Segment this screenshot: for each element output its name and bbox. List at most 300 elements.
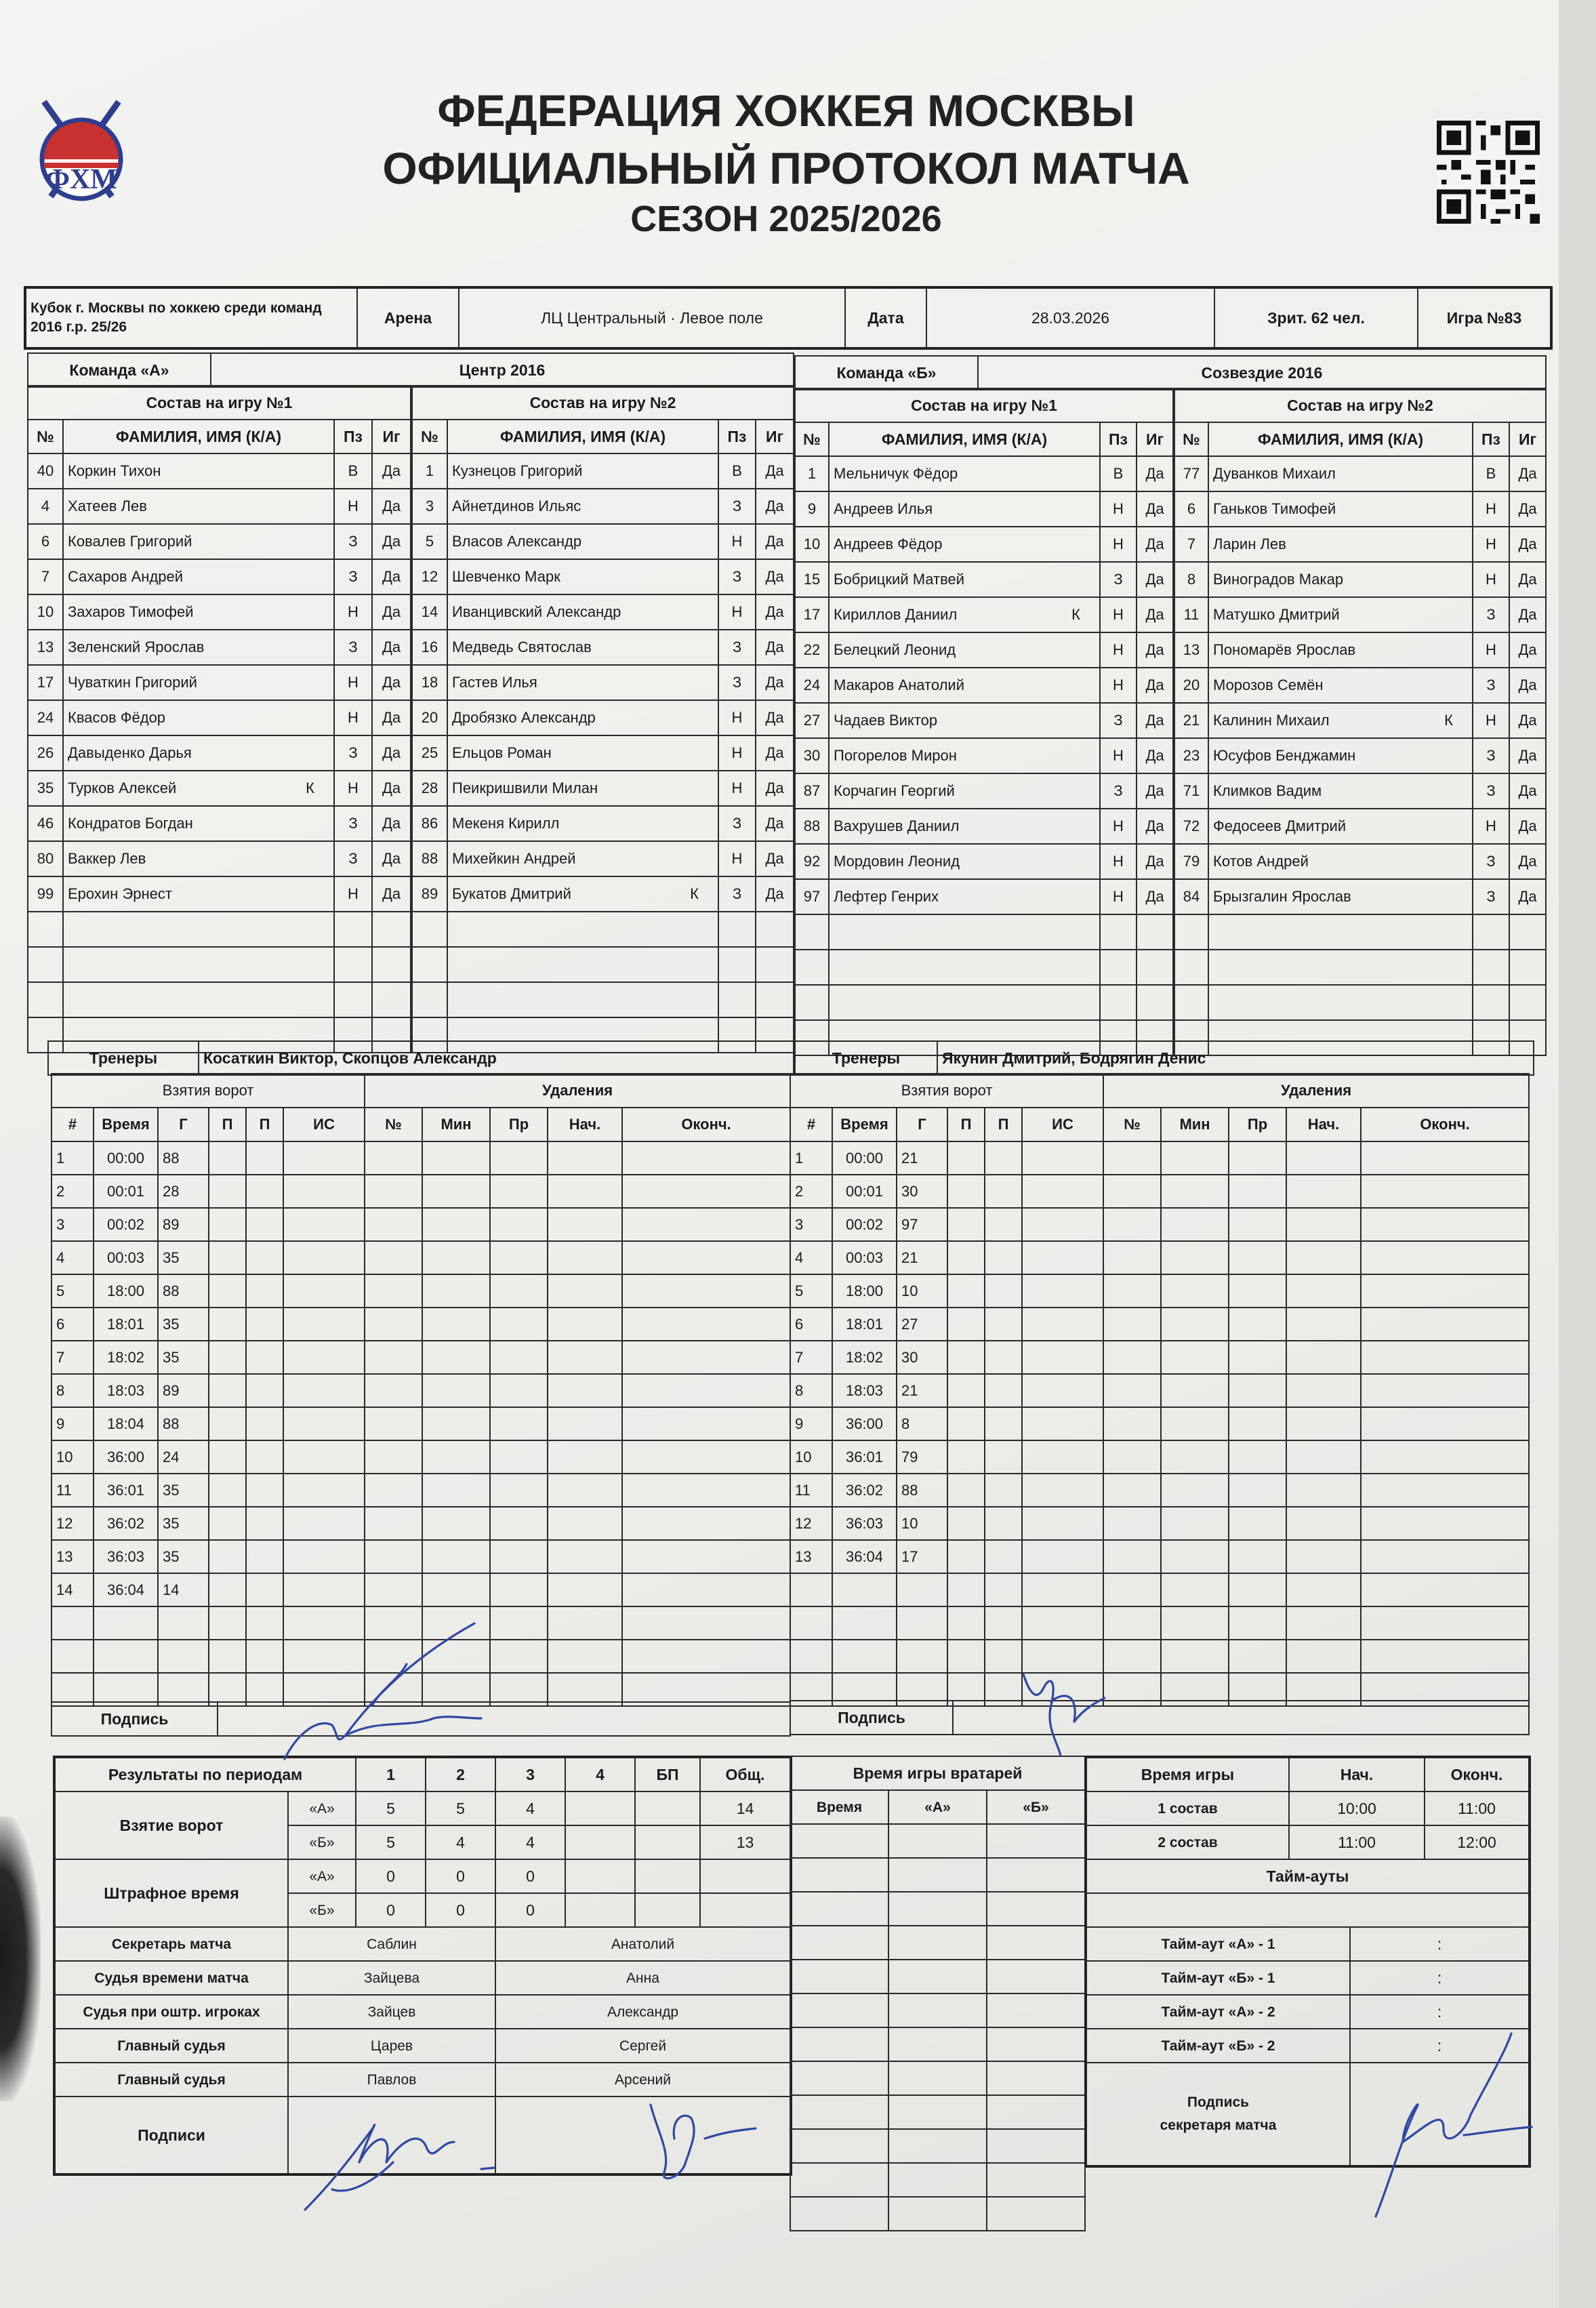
goal-scorer: 97	[897, 1208, 947, 1241]
empty-cell	[372, 912, 411, 947]
captain-mark: К	[306, 780, 314, 796]
fhm-logo	[30, 95, 132, 210]
empty-cell	[790, 2129, 888, 2163]
player-row	[1174, 597, 1546, 632]
player-number: 10	[28, 594, 63, 630]
player-name-text: Захаров Тимофей	[68, 603, 194, 620]
empty-cell	[1174, 950, 1208, 985]
empty-cell	[1103, 1241, 1161, 1274]
timeout-label: Тайм-аут «Б» - 1	[1086, 1961, 1350, 1995]
goalie-row	[790, 1960, 1085, 1993]
goal-scorer: 89	[158, 1208, 209, 1241]
player-name	[829, 597, 1100, 632]
player-row	[412, 735, 794, 771]
team-b-name: Созвездие 2016	[978, 356, 1546, 390]
goal-time: 36:00	[94, 1440, 158, 1474]
empty-cell	[985, 1374, 1022, 1407]
number-header: №	[1174, 422, 1208, 456]
empty-cell	[490, 1474, 548, 1507]
goal-index: 6	[790, 1308, 832, 1341]
empty-cell	[1161, 1606, 1229, 1640]
player-name	[63, 630, 334, 665]
player-played: Да	[756, 559, 794, 594]
timeout-label: Тайм-аут «Б» - 2	[1086, 2029, 1350, 2063]
player-played: Да	[756, 524, 794, 559]
empty-cell	[1229, 1440, 1286, 1474]
player-name	[63, 524, 334, 559]
timeout-value: :	[1350, 2029, 1530, 2063]
player-name-text: Матушко Дмитрий	[1213, 606, 1340, 623]
player-position: З	[1100, 562, 1137, 597]
goalie-row	[790, 1993, 1085, 2027]
player-row	[28, 524, 411, 559]
empty-cell	[490, 1573, 548, 1606]
empty-cell	[490, 1175, 548, 1208]
team-b-lineup-2	[1174, 388, 1547, 1056]
player-name-text: Пономарёв Ярослав	[1213, 641, 1356, 658]
empty-cell	[829, 914, 1100, 950]
official-last-name: Зайцев	[288, 1995, 495, 2029]
player-played: Да	[1509, 491, 1546, 527]
player-row	[795, 950, 1173, 985]
player-name	[63, 841, 334, 876]
player-name-text: Иванцивский Александр	[452, 603, 621, 620]
player-name	[447, 559, 718, 594]
table-corner-shadow	[0, 1817, 41, 2101]
empty-cell	[548, 1474, 622, 1507]
empty-cell	[365, 1540, 422, 1573]
empty-cell	[28, 947, 63, 982]
player-played: Да	[756, 771, 794, 806]
player-name-text: Зеленский Ярослав	[68, 639, 205, 655]
empty-cell	[1286, 1606, 1361, 1640]
period-value	[565, 1825, 635, 1859]
team-a-label: Команда «А»	[28, 353, 211, 387]
empty-cell	[1161, 1640, 1229, 1673]
empty-cell	[548, 1274, 622, 1308]
goalie-row	[790, 1858, 1085, 1892]
empty-cell	[795, 985, 829, 1020]
game-situation-header: ИС	[1022, 1108, 1103, 1141]
goal-time: 00:02	[94, 1208, 158, 1241]
empty-cell	[548, 1407, 622, 1440]
empty-cell	[888, 1960, 987, 1993]
empty-cell	[372, 947, 411, 982]
player-name-text: Погорелов Мирон	[834, 747, 957, 764]
player-row	[1174, 950, 1546, 985]
empty-cell	[490, 1540, 548, 1573]
empty-cell	[1229, 1274, 1286, 1308]
empty-cell	[1103, 1573, 1161, 1606]
goal-index: 1	[52, 1141, 94, 1175]
goal-scorer: 35	[158, 1308, 209, 1341]
game-number: Игра №83	[1418, 287, 1551, 348]
player-name	[829, 527, 1100, 562]
goalie-row	[790, 2129, 1085, 2163]
goal-scorer: 24	[158, 1440, 209, 1474]
empty-cell	[888, 2197, 987, 2231]
empty-cell	[1086, 1893, 1530, 1927]
goal-row	[790, 1407, 1529, 1440]
empty-cell	[1361, 1440, 1529, 1474]
empty-cell	[365, 1573, 422, 1606]
empty-cell	[1161, 1274, 1229, 1308]
empty-cell	[1161, 1573, 1229, 1606]
player-name-text: Морозов Семён	[1213, 676, 1324, 693]
empty-cell	[1100, 985, 1137, 1020]
player-played: Да	[756, 876, 794, 912]
period-value: 5	[356, 1825, 426, 1859]
empty-cell	[829, 950, 1100, 985]
player-position: З	[334, 806, 372, 841]
goal-index: 11	[52, 1474, 94, 1507]
goal-scorer: 17	[897, 1540, 947, 1573]
period-value: 0	[495, 1893, 565, 1927]
empty-cell	[209, 1374, 246, 1407]
goalie-time	[790, 1756, 1086, 2231]
player-row	[412, 771, 794, 806]
empty-cell	[1229, 1241, 1286, 1274]
empty-cell	[985, 1407, 1022, 1440]
empty-cell	[412, 982, 447, 1017]
period-value	[635, 1859, 700, 1893]
lineup-title: Состав на игру №1	[28, 386, 411, 420]
player-played: Да	[372, 771, 411, 806]
team-b-goals-penalties	[790, 1073, 1530, 1707]
empty-cell	[1161, 1440, 1229, 1474]
results-title: Результаты по периодам	[54, 1757, 356, 1791]
player-position: В	[1100, 456, 1137, 491]
signature-label: Подпись	[790, 1701, 953, 1735]
empty-cell	[1174, 914, 1208, 950]
empty-cell	[1103, 1440, 1161, 1474]
start-time: 11:00	[1289, 1825, 1425, 1859]
empty-cell	[372, 982, 411, 1017]
player-name-text: Кириллов Даниил	[834, 606, 958, 623]
team-b-lineup-1	[794, 388, 1174, 1056]
player-name	[447, 594, 718, 630]
empty-cell	[622, 1141, 790, 1175]
goal-index: 8	[52, 1374, 94, 1407]
empty-cell	[209, 1341, 246, 1374]
timeout-label: Тайм-аут «А» - 1	[1086, 1927, 1350, 1961]
player-position: З	[1473, 844, 1509, 879]
period-value	[635, 1825, 700, 1859]
goal-time: 36:02	[832, 1474, 897, 1507]
player-played: Да	[372, 806, 411, 841]
player-position: З	[334, 735, 372, 771]
name-header: ФАМИЛИЯ, ИМЯ (К/А)	[447, 420, 718, 453]
player-position: З	[1473, 879, 1509, 914]
empty-cell	[490, 1440, 548, 1474]
period-value	[700, 1893, 791, 1927]
empty-cell	[422, 1440, 490, 1474]
empty-cell	[365, 1507, 422, 1540]
player-played: Да	[1137, 703, 1173, 738]
player-name	[829, 562, 1100, 597]
player-position: В	[334, 453, 372, 489]
captain-mark: К	[690, 885, 699, 902]
empty-cell	[447, 982, 718, 1017]
goal-scorer: 21	[897, 1141, 947, 1175]
player-played: Да	[1509, 738, 1546, 773]
team-tag: «Б»	[288, 1893, 356, 1927]
arena-value: ЛЦ Центральный · Левое поле	[459, 287, 845, 348]
empty-cell	[790, 1892, 888, 1926]
player-name-text: Квасов Фёдор	[68, 709, 166, 726]
empty-cell	[246, 1308, 283, 1341]
date-label: Дата	[845, 287, 926, 348]
empty-cell	[1161, 1474, 1229, 1507]
empty-cell	[622, 1241, 790, 1274]
start-time: 10:00	[1289, 1791, 1425, 1825]
player-row	[412, 630, 794, 665]
player-row	[1174, 491, 1546, 527]
empty-cell	[985, 1141, 1022, 1175]
goalie-row	[790, 1926, 1085, 1960]
arena-label: Арена	[357, 287, 459, 348]
empty-cell	[365, 1474, 422, 1507]
empty-cell	[283, 1474, 365, 1507]
goal-index: 14	[52, 1573, 94, 1606]
player-row	[28, 559, 411, 594]
player-name	[1208, 879, 1473, 914]
federation-title: ФЕДЕРАЦИЯ ХОККЕЯ МОСКВЫ	[437, 85, 1135, 136]
player-row	[28, 947, 411, 982]
team-b-coaches	[794, 1040, 1534, 1076]
player-name-text: Андреев Илья	[834, 500, 933, 517]
player-number: 7	[28, 559, 63, 594]
official-row	[54, 1927, 791, 1961]
player-name	[829, 809, 1100, 844]
empty-cell	[1361, 1175, 1529, 1208]
player-row	[412, 524, 794, 559]
empty-cell	[422, 1474, 490, 1507]
player-number: 9	[795, 491, 829, 527]
player-row	[795, 668, 1173, 703]
period-value	[635, 1791, 700, 1825]
empty-cell	[1208, 985, 1473, 1020]
empty-cell	[622, 1540, 790, 1573]
penalty-end-header: Оконч.	[622, 1108, 790, 1141]
goals-row-a	[54, 1791, 791, 1825]
player-played: Да	[372, 453, 411, 489]
player-played: Да	[372, 559, 411, 594]
empty-cell	[1286, 1507, 1361, 1540]
empty-cell	[283, 1341, 365, 1374]
empty-cell	[888, 1926, 987, 1960]
empty-cell	[1361, 1274, 1529, 1308]
player-row	[795, 809, 1173, 844]
player-number: 92	[795, 844, 829, 879]
player-row	[28, 912, 411, 947]
player-played: Да	[1509, 668, 1546, 703]
goal-index: 9	[52, 1407, 94, 1440]
goal-row	[52, 1573, 790, 1606]
player-played: Да	[1137, 597, 1173, 632]
player-row	[1174, 879, 1546, 914]
goal-row	[790, 1606, 1529, 1640]
empty-cell	[888, 2163, 987, 2197]
empty-cell	[1103, 1374, 1161, 1407]
player-name	[447, 524, 718, 559]
player-name-text: Мельничук Фёдор	[834, 465, 958, 482]
goal-time-header: Время	[94, 1108, 158, 1141]
empty-cell	[987, 1926, 1085, 1960]
player-row	[795, 844, 1173, 879]
period-value	[565, 1859, 635, 1893]
goal-row	[52, 1308, 790, 1341]
official-role: Судья времени матча	[54, 1961, 288, 1995]
empty-cell	[888, 1824, 987, 1858]
player-position: Н	[334, 876, 372, 912]
officials-signatures-label: Подписи	[54, 2097, 288, 2174]
player-name	[63, 735, 334, 771]
period-value: 0	[356, 1859, 426, 1893]
empty-cell	[365, 1208, 422, 1241]
empty-cell	[490, 1241, 548, 1274]
player-number: 86	[412, 806, 447, 841]
player-row	[1174, 527, 1546, 562]
goal-time: 18:02	[94, 1341, 158, 1374]
empty-cell	[422, 1341, 490, 1374]
player-name	[1208, 456, 1473, 491]
period-value: 0	[356, 1893, 426, 1927]
goal-time: 36:04	[94, 1573, 158, 1606]
empty-cell	[94, 1606, 158, 1640]
empty-cell	[1103, 1540, 1161, 1573]
empty-cell	[987, 2129, 1085, 2163]
empty-cell	[1361, 1141, 1529, 1175]
end-time: 12:00	[1425, 1825, 1530, 1859]
goal-scorer: 88	[897, 1474, 947, 1507]
player-number: 25	[412, 735, 447, 771]
player-played: Да	[372, 489, 411, 524]
empty-cell	[1361, 1573, 1529, 1606]
match-info	[24, 286, 1553, 350]
empty-cell	[1361, 1407, 1529, 1440]
goal-time: 00:03	[94, 1241, 158, 1274]
team-a-header	[27, 352, 794, 388]
empty-cell	[795, 950, 829, 985]
empty-cell	[947, 1440, 985, 1474]
player-row	[28, 630, 411, 665]
official-row	[54, 2029, 791, 2063]
empty-cell	[283, 1573, 365, 1606]
timeout-row	[1086, 1995, 1530, 2029]
player-name-text: Коркин Тихон	[68, 462, 161, 479]
goal-time: 18:01	[832, 1308, 897, 1341]
player-name	[1208, 809, 1473, 844]
player-position: З	[334, 559, 372, 594]
empty-cell	[622, 1606, 790, 1640]
goal-time: 18:03	[94, 1374, 158, 1407]
assist2-header: П	[246, 1108, 283, 1141]
timeout-value: :	[1350, 1927, 1530, 1961]
empty-cell	[1103, 1308, 1161, 1341]
goal-scorer: 27	[897, 1308, 947, 1341]
player-position: З	[718, 806, 756, 841]
empty-cell	[756, 912, 794, 947]
empty-cell	[1022, 1474, 1103, 1507]
official-role: Главный судья	[54, 2063, 288, 2097]
secretary-signature	[1362, 2027, 1538, 2230]
player-name-text: Пеикришвили Милан	[452, 780, 598, 796]
goal-row	[52, 1141, 790, 1175]
empty-cell	[490, 1407, 548, 1440]
empty-cell	[888, 2027, 987, 2061]
player-number: 5	[412, 524, 447, 559]
empty-cell	[947, 1640, 985, 1673]
player-name	[447, 700, 718, 735]
player-played: Да	[1509, 632, 1546, 668]
player-position: Н	[1100, 738, 1137, 773]
empty-cell	[985, 1474, 1022, 1507]
goal-index: 5	[790, 1274, 832, 1308]
empty-cell	[1103, 1341, 1161, 1374]
empty-cell	[209, 1573, 246, 1606]
player-position: Н	[1473, 562, 1509, 597]
empty-cell	[1161, 1374, 1229, 1407]
player-position: З	[718, 630, 756, 665]
player-row	[1174, 668, 1546, 703]
empty-cell	[1361, 1341, 1529, 1374]
empty-cell	[1022, 1241, 1103, 1274]
player-name	[1208, 527, 1473, 562]
goal-scorer: 28	[158, 1175, 209, 1208]
player-name	[829, 879, 1100, 914]
empty-cell	[1286, 1341, 1361, 1374]
period-header: БП	[635, 1757, 700, 1791]
goalie-row	[790, 2095, 1085, 2129]
empty-cell	[209, 1606, 246, 1640]
goal-scorer: 30	[897, 1175, 947, 1208]
penalty-start-header: Нач.	[548, 1108, 622, 1141]
player-name	[63, 700, 334, 735]
empty-cell	[1229, 1175, 1286, 1208]
player-name-text: Лефтер Генрих	[834, 888, 939, 905]
empty-cell	[987, 1993, 1085, 2027]
player-played: Да	[756, 489, 794, 524]
player-position: Н	[1100, 809, 1137, 844]
player-played: Да	[756, 806, 794, 841]
player-name	[1208, 597, 1473, 632]
penalty-minutes-header: Мин	[422, 1108, 490, 1141]
empty-cell	[422, 1175, 490, 1208]
empty-cell	[888, 1993, 987, 2027]
player-name-text: Котов Андрей	[1213, 853, 1309, 870]
goal-time: 00:00	[832, 1141, 897, 1175]
empty-cell	[987, 2061, 1085, 2095]
period-value: 4	[495, 1825, 565, 1859]
goal-row	[52, 1341, 790, 1374]
empty-cell	[1286, 1274, 1361, 1308]
player-name-text: Виноградов Макар	[1213, 571, 1344, 588]
team-a-lineup-2	[411, 385, 794, 1053]
official-first-name: Александр	[495, 1995, 791, 2029]
player-row	[412, 841, 794, 876]
player-row	[795, 879, 1173, 914]
empty-cell	[947, 1308, 985, 1341]
player-number: 97	[795, 879, 829, 914]
empty-cell	[1103, 1407, 1161, 1440]
team-tag: «А»	[288, 1859, 356, 1893]
empty-cell	[1473, 985, 1509, 1020]
empty-cell	[897, 1573, 947, 1606]
player-played: Да	[1509, 879, 1546, 914]
player-name-text: Сахаров Андрей	[68, 568, 184, 585]
empty-cell	[1361, 1640, 1529, 1673]
